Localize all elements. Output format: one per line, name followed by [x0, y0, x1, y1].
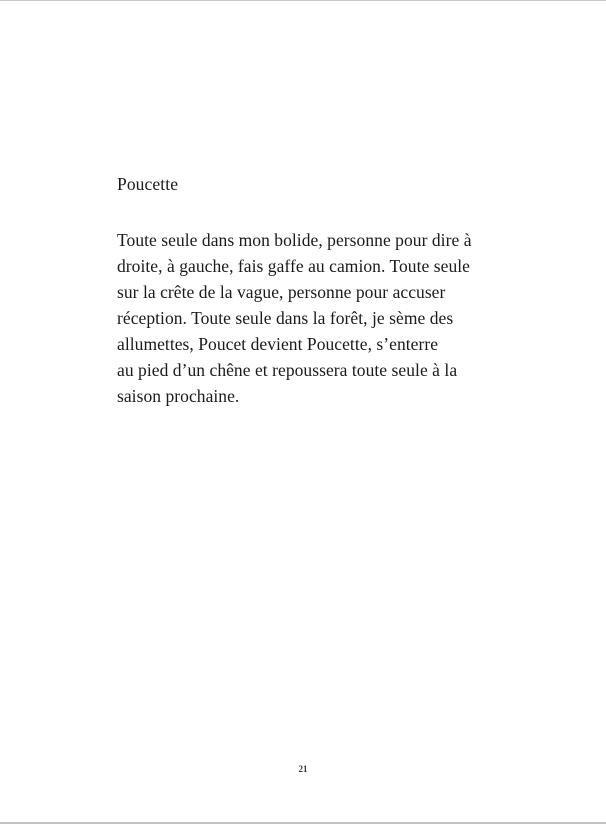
body-line: Toute seule dans mon bolide, personne pour dire à: [117, 230, 472, 250]
poem-title: Poucette: [117, 174, 179, 194]
poem-body: [117, 227, 517, 409]
body-line: allumettes, Poucet devient Poucette, s’enterre: [117, 334, 439, 354]
body-line: droite, à gauche, fais gaffe au camion. Toute seule: [117, 256, 470, 276]
page-number: 21: [298, 764, 308, 774]
body-line: sur la crête de la vague, personne pour accuser: [117, 282, 446, 302]
body-line: saison prochaine.: [117, 386, 240, 406]
body-line: au pied d’un chêne et repoussera toute seule à la: [117, 360, 458, 380]
body-line: réception. Toute seule dans la forêt, je sème des: [117, 308, 454, 328]
